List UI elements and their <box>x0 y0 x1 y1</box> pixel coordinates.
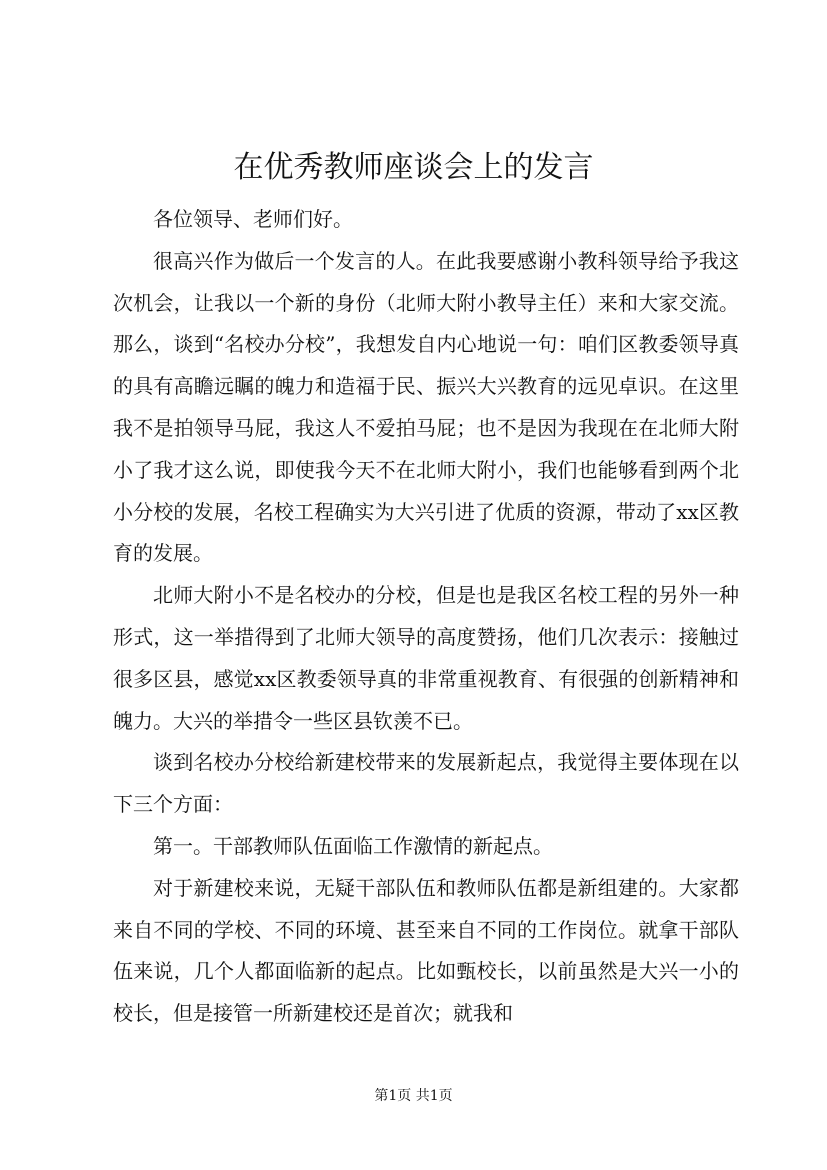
paragraph-intro: 很高兴作为做后一个发言的人。在此我要感谢小教科领导给予我这次机会，让我以一个新的身份（北师大附小教导主任）来和大家交流。那么，谈到“名校办分校”，我想发自内心地说一句：咱们区教委领导真的具有高瞻远瞩的魄力和造福于民、振兴大兴教育的远见卓识。在这里我不是拍领导马屁，我这人不爱拍马屁；也不是因为我现在在北师大附小了我才这么说，即使我今天不在北师大附小，我们也能够看到两个北小分校的发展，名校工程确实为大兴引进了优质的资源，带动了xx区教育的发展。 <box>113 248 739 566</box>
paragraph-three-aspects: 谈到名校办分校给新建校带来的发展新起点，我觉得主要体现在以下三个方面： <box>113 750 739 817</box>
paragraph-bnu-school: 北师大附小不是名校办的分校，但是也是我区名校工程的另外一种形式，这一举措得到了北师大领导的高度赞扬，他们几次表示：接触过很多区县，感觉xx区教委领导真的非常重视教育、有很强的创新精神和魄力。大兴的举措令一些区县钦羡不已。 <box>113 583 739 733</box>
paragraph-new-school: 对于新建校来说，无疑干部队伍和教师队伍都是新组建的。大家都来自不同的学校、不同的环境、甚至来自不同的工作岗位。就拿干部队伍来说，几个人都面临新的起点。比如甄校长，以前虽然是大兴一小的校长，但是接管一所新建校还是首次；就我和 <box>113 875 739 1026</box>
document-title: 在优秀教师座谈会上的发言 <box>233 150 594 185</box>
paragraph-greeting: 各位领导、老师们好。 <box>153 207 353 231</box>
paragraph-first-point: 第一。干部教师队伍面临工作激情的新起点。 <box>153 833 553 858</box>
page-footer: 第1页 共1页 <box>374 1088 453 1104</box>
document-body <box>113 199 739 1035</box>
